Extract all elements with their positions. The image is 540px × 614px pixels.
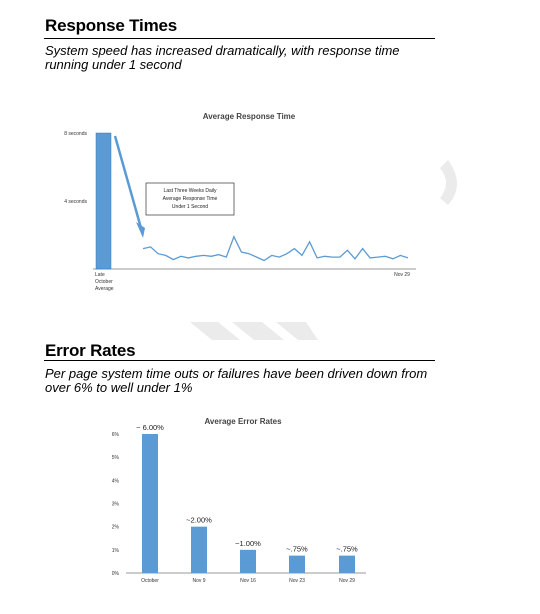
annotation-text: Last Three Weeks Daily [163,188,217,194]
error-bar [142,434,158,573]
section-heading-error-rates: Error Rates [45,341,136,360]
chart-title: Average Error Rates [204,417,282,426]
y-tick-label: 6% [111,432,119,438]
section-heading-response-times: Response Times [45,16,177,35]
error-bar [240,550,256,573]
section-subtitle-error-rates: Per page system time outs or failures have been driven down from over 6% to well under 1% [45,366,428,395]
y-tick-label: 4 seconds [64,199,87,205]
data-label: ~.75% [336,544,358,554]
x-tick-label: Nov 9 [192,578,206,584]
x-tick-label: Nov 16 [240,578,256,584]
data-label: ~.75% [286,544,308,554]
x-tick-label-end: Nov 29 [394,272,410,278]
y-tick-label: 4% [111,478,119,485]
x-tick-label: Nov 23 [289,578,305,584]
chart-title: Average Response Time [202,112,296,121]
error-bar [191,527,207,573]
y-tick-label: 2% [111,524,119,531]
annotation-text: Under 1 Second [171,204,209,210]
y-tick-label: 0% [111,571,119,577]
y-tick-label: 5% [111,455,119,462]
section-subtitle-response-times: System speed has increased dramatically, with response time running under 1 second [45,43,400,72]
y-tick-label: 8 seconds [64,131,87,137]
annotation-text: Average Response Time [162,196,218,202]
y-tick-label: 3% [111,501,119,508]
x-tick-label-bar: October [95,279,113,285]
x-tick-label: Nov 29 [339,578,355,584]
data-label: ~1.00% [235,538,261,548]
error-bar [289,556,305,573]
data-label: ~ 6.00% [136,423,164,432]
x-tick-label-bar: Average [95,286,114,292]
error-bar [339,556,355,573]
data-label: ~2.00% [186,515,212,525]
x-tick-label-bar: Late [95,272,105,278]
y-tick-label: 1% [111,547,119,554]
x-tick-label: October [141,578,159,584]
